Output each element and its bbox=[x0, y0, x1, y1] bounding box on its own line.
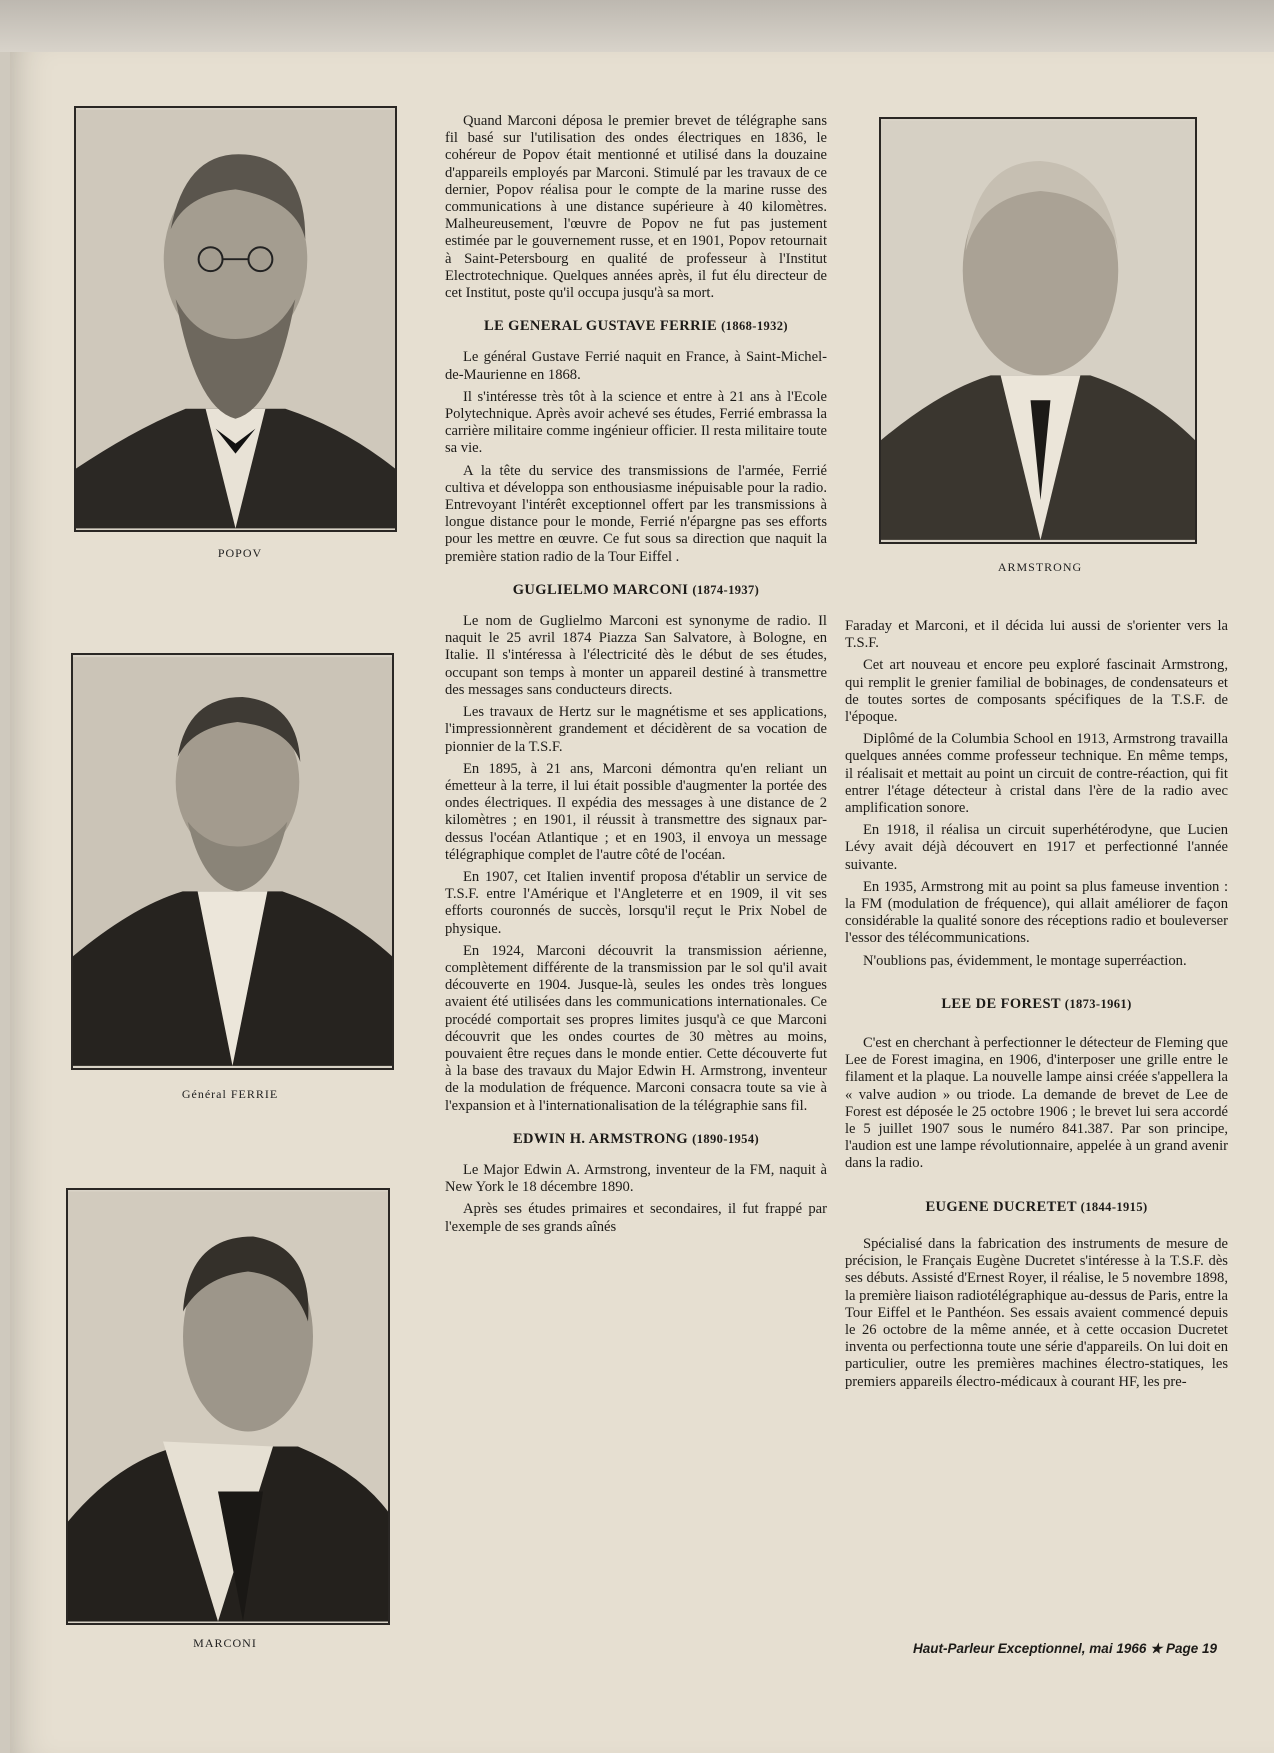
marconi-paragraph: Les travaux de Hertz sur le magnétisme et ses applications, l'impressionnèrent grandement et décidèrent de sa vocation de pionnier de la T.S.F. bbox=[445, 704, 827, 755]
heading-marconi-dates: (1874-1937) bbox=[692, 582, 760, 597]
heading-marconi-name: GUGLIELMO MARCONI bbox=[512, 581, 689, 598]
ferrie-engraving-icon bbox=[73, 655, 392, 1068]
heading-forest-dates: (1873-1961) bbox=[1064, 996, 1132, 1011]
popov-engraving-icon bbox=[76, 108, 395, 530]
armstrong-cont-paragraph: Cet art nouveau et encore peu exploré fascinait Armstrong, qui remplit le grenier familial de bobinages, de condensateurs et de toutes sortes de composants spécifiques de la T.S.F. de l'époque. bbox=[845, 657, 1228, 726]
armstrong-cont-paragraph: Faraday et Marconi, et il décida lui aussi de s'orienter vers la T.S.F. bbox=[845, 618, 1228, 652]
armstrong-cont-paragraph: N'oublions pas, évidemment, le montage superréaction. bbox=[863, 952, 1187, 969]
marconi-paragraph: Le nom de Guglielmo Marconi est synonyme de radio. Il naquit le 25 avril 1874 Piazza San Salvatore, à Bologne, en Italie. Il s'intéressa à l'électricité dès le début de ses études, occupant son temps à monter un appareil destiné à transmettre des messages sans conducteurs directs. bbox=[445, 613, 827, 698]
marconi-paragraph: En 1924, Marconi découvrit la transmission aérienne, complètement différente de la transmission par le sol qu'il avait découverte en 1904. Jusque-là, seules les ondes très longues avaient été utilisées dans les communications internationales. Ce procédé comportait ses propres limites jusqu'à ce que Marconi découvrit que les ondes courtes de 30 mètres au moins, pouvaient être reçues dans le monde entier. Cette découverte fut à la base des travaux du Major Edwin H. Armstrong, inventeur de la modulation de fréquence. Marconi consacra toute sa vie à l'expansion et à l'internationalisation de la télégraphie sans fil. bbox=[445, 942, 827, 1114]
heading-ducretet-dates: (1844-1915) bbox=[1080, 1199, 1148, 1214]
portrait-popov bbox=[74, 106, 397, 532]
caption-popov: POPOV bbox=[217, 546, 263, 560]
caption-marconi: MARCONI bbox=[193, 1636, 257, 1650]
marconi-paragraph: En 1895, à 21 ans, Marconi démontra qu'en reliant un émetteur à la terre, il lui était possible d'augmenter la portée des ondes électriques. Il expédia des messages à une distance de 2 kilomètres ; en 1901, il réussit à transmettre des signaux par-dessus l'océan Atlantique ; et en 1903, il envoya un message télégraphique complet de l'autre côté de l'océan. bbox=[445, 760, 827, 863]
portrait-armstrong bbox=[879, 117, 1197, 544]
caption-ferrie: Général FERRIE bbox=[181, 1087, 279, 1101]
forest-paragraph: C'est en cherchant à perfectionner le détecteur de Fleming que Lee de Forest imagina, en 1906, d'interposer une grille entre le filament et la plaque. La nouvelle lampe ainsi créée s'appellera la « valve audion » ou triode. La demande de brevet de Lee de Forest est déposée le 25 octobre 1906 ; le brevet lui sera accordé le 5 juillet 1907 sous le numéro 841.387. Par son principe, l'audion est une lampe révolutionnaire, appelée à un grand avenir dans la radio. bbox=[845, 1035, 1228, 1172]
armstrong-paragraph: Après ses études primaires et secondaires, il fut frappé par l'exemple de ses grands aînés bbox=[445, 1201, 827, 1235]
heading-ferrie-name: LE GENERAL GUSTAVE FERRIE bbox=[484, 318, 718, 335]
caption-armstrong: ARMSTRONG bbox=[997, 560, 1083, 574]
page-footer: Haut-Parleur Exceptionnel, mai 1966 ★ Page 19 bbox=[913, 1641, 1217, 1656]
armstrong-paragraph: Le Major Edwin A. Armstrong, inventeur de la FM, naquit à New York le 18 décembre 1890. bbox=[445, 1161, 827, 1196]
ferrie-paragraph: A la tête du service des transmissions de l'armée, Ferrié cultiva et développa son enthousiasme inépuisable pour la radio. Entrevoyant l'intérêt exceptionnel offert par les transmissions à longue distance pour le monde, Ferrié n'épargne pas ses efforts pour les mettre en œuvre. Ce fut sous sa direction que naquit la première station radio de la Tour Eiffel . bbox=[445, 462, 827, 565]
heading-marconi bbox=[445, 582, 827, 599]
popov-paragraph: Quand Marconi déposa le premier brevet de télégraphe sans fil basé sur l'utilisation des ondes électriques en 1836, le cohéreur de Popov était mentionné et utilisé dans la douzaine d'appareils employés par Marconi. Stimulé par les travaux de ce dernier, Popov réalisa pour le compte de la marine russe des communications à une distance supérieure à 40 kilomètres. Malheureusement, l'œuvre de Popov ne fut pas justement estimée par le gouvernement russe, et en 1901, Popov retournait à Saint-Petersbourg en qualité de professeur à l'Institut Electrotechnique. Quelques années après, il fut élu directeur de cet Institut, poste qu'il occupa jusqu'à sa mort. bbox=[445, 113, 827, 302]
column-center bbox=[445, 113, 827, 1241]
marconi-paragraph: En 1907, cet Italien inventif proposa d'établir un service de T.S.F. entre l'Amérique et l'Angleterre et en 1909, il vit ses efforts couronnés de succès, lorsqu'il reçut le Prix Nobel de physique. bbox=[445, 868, 827, 937]
portrait-ferrie bbox=[71, 653, 394, 1070]
heading-ducretet bbox=[845, 1199, 1228, 1216]
heading-armstrong-name: EDWIN H. ARMSTRONG bbox=[512, 1130, 689, 1147]
heading-ducretet-name: EUGENE DUCRETET bbox=[925, 1198, 1077, 1215]
column-right bbox=[845, 618, 1228, 1396]
portrait-marconi bbox=[66, 1188, 390, 1625]
ferrie-paragraph: Il s'intéresse très tôt à la science et entre à 21 ans à l'Ecole Polytechnique. Après avoir achevé ses études, Ferrié embrassa la carrière militaire comme ingénieur officier. Il resta militaire toute sa vie. bbox=[445, 388, 827, 457]
armstrong-cont-paragraph: Diplômé de la Columbia School en 1913, Armstrong travailla quelques années comme professeur technique. En même temps, il réalisait et mettait au point un circuit de contre-réaction, qui fit entrer l'étage détecteur à cristal dans l'ère de la radio avec amplification sonore. bbox=[845, 731, 1228, 817]
ducretet-paragraph: Spécialisé dans la fabrication des instruments de mesure de précision, le Français Eugène Ducretet s'intéresse à la T.S.F. dès ses débuts. Assisté d'Ernest Royer, il réalise, le 5 novembre 1898, la première liaison radiotélégraphique au-dessus de Paris, entre la Tour Eiffel et le Panthéon. Ses essais avaient commencé depuis le 26 octobre de la même année, et à cette occasion Ducretet inventa ou perfectionna toute une série d'appareils. On lui doit en particulier, outre les premières machines électro-statiques, les premiers appareils électro-médicaux à courant HF, les pre- bbox=[845, 1235, 1228, 1390]
heading-ferrie bbox=[445, 318, 827, 335]
heading-ferrie-dates: (1868-1932) bbox=[721, 319, 788, 334]
ferrie-paragraph: Le général Gustave Ferrié naquit en France, à Saint-Michel-de-Maurienne en 1868. bbox=[445, 349, 827, 383]
heading-armstrong bbox=[445, 1131, 827, 1148]
heading-forest bbox=[845, 996, 1228, 1013]
scan-top-margin bbox=[0, 0, 1274, 52]
marconi-engraving-icon bbox=[68, 1190, 388, 1623]
armstrong-cont-paragraph: En 1935, Armstrong mit au point sa plus fameuse invention : la FM (modulation de fréquence), qui allait améliorer de façon considérable la qualité sonore des réceptions radio et bouleverser l'essor des télécommunications. bbox=[845, 878, 1228, 947]
heading-forest-name: LEE DE FOREST bbox=[941, 995, 1061, 1012]
heading-armstrong-dates: (1890-1954) bbox=[692, 1131, 760, 1146]
armstrong-cont-paragraph: En 1918, il réalisa un circuit superhétérodyne, que Lucien Lévy avait déjà découvert en 1917 et perfectionné l'année suivante. bbox=[845, 822, 1228, 873]
armstrong-engraving-icon bbox=[881, 119, 1195, 542]
